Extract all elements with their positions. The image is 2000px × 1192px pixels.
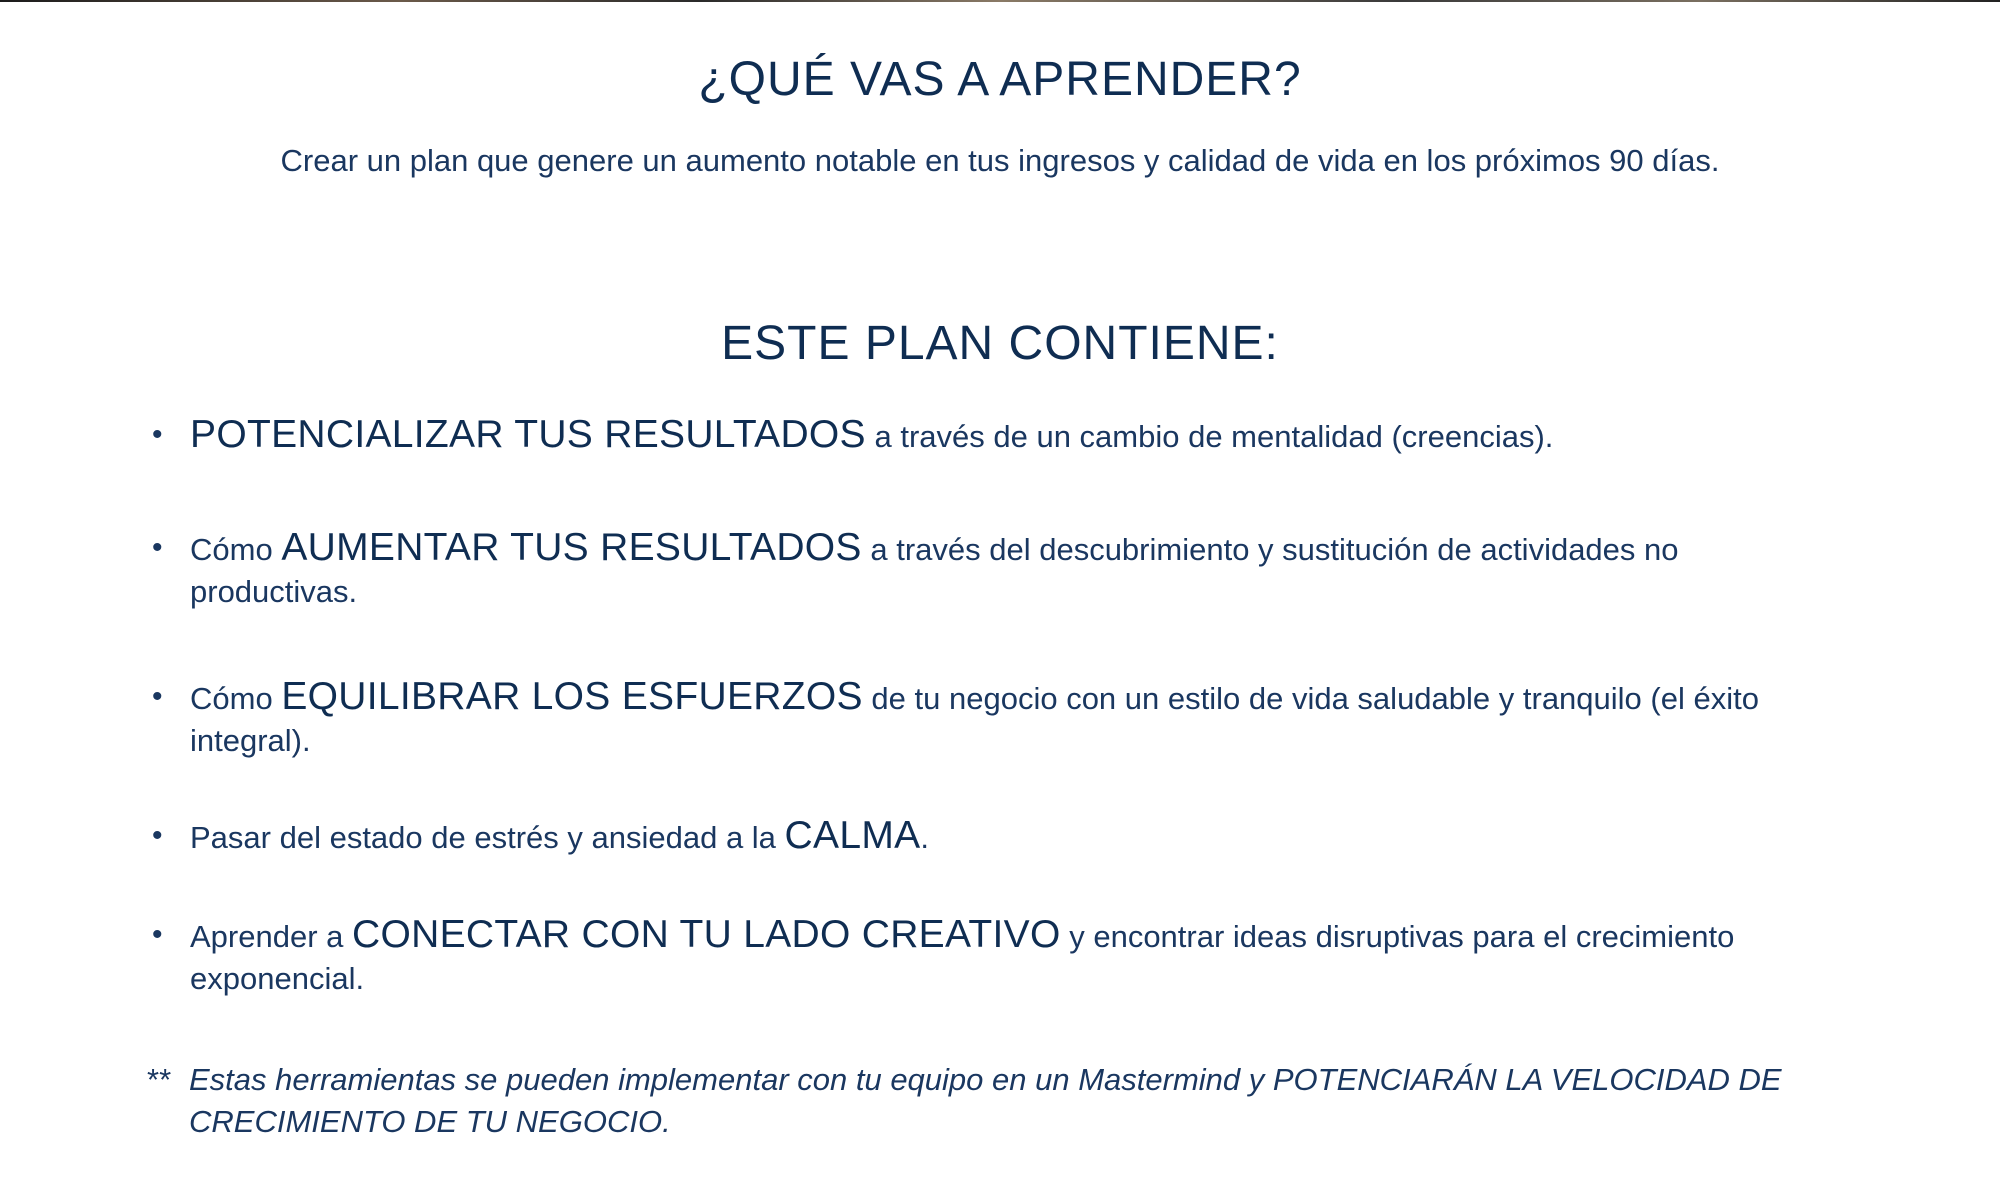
bullet-icon: • — [152, 418, 163, 451]
bullet-icon: • — [152, 819, 163, 852]
item-post-text: . — [920, 820, 930, 855]
list-item — [150, 676, 1870, 762]
note-marker: ** — [147, 1062, 172, 1097]
item-post-text: y encontrar ideas disruptivas para el crecimiento exponencial. — [190, 919, 1735, 996]
item-post-text: a través del descubrimiento y sustitución de actividades no productivas. — [190, 532, 1679, 609]
learn-heading: ¿QUÉ VAS A APRENDER? — [698, 53, 1302, 106]
top-image-edge — [0, 0, 2000, 2]
list-item — [150, 527, 1870, 613]
learn-description: Crear un plan que genere un aumento notable en tus ingresos y calidad de vida en los próximos 90 días. — [280, 143, 1720, 178]
item-pre-text: Cómo — [190, 532, 282, 567]
plan-heading: ESTE PLAN CONTIENE: — [721, 317, 1279, 370]
item-emphasis: CALMA — [784, 814, 921, 857]
bullet-icon: • — [152, 680, 163, 713]
note-text: Estas herramientas se pueden implementar con tu equipo en un Mastermind y POTENCIARÁN LA VELOCIDAD DE CRECIMIENTO DE TU NEGOCIO. — [189, 1062, 1782, 1139]
list-item — [150, 914, 1870, 1000]
item-pre-text: Cómo — [190, 681, 282, 716]
list-item-text — [190, 414, 1850, 458]
item-pre-text: Pasar del estado de estrés y ansiedad a la — [190, 820, 785, 855]
list-item — [150, 414, 1870, 458]
list-item — [150, 815, 1870, 859]
item-emphasis: POTENCIALIZAR TUS RESULTADOS — [190, 413, 866, 456]
mastermind-note — [147, 1059, 1867, 1143]
item-pre-text: Aprender a — [190, 919, 352, 954]
item-emphasis: AUMENTAR TUS RESULTADOS — [281, 526, 862, 569]
item-emphasis: CONECTAR CON TU LADO CREATIVO — [352, 913, 1061, 956]
list-item-text — [190, 914, 1850, 1000]
bullet-icon: • — [152, 918, 163, 951]
list-item-text — [190, 676, 1850, 762]
item-post-text: a través de un cambio de mentalidad (creencias). — [865, 419, 1554, 454]
list-item-text — [190, 815, 1850, 859]
item-post-text: de tu negocio con un estilo de vida saludable y tranquilo (el éxito integral). — [190, 681, 1759, 758]
item-emphasis: EQUILIBRAR LOS ESFUERZOS — [281, 675, 863, 718]
list-item-text — [190, 527, 1850, 613]
bullet-icon: • — [152, 531, 163, 564]
